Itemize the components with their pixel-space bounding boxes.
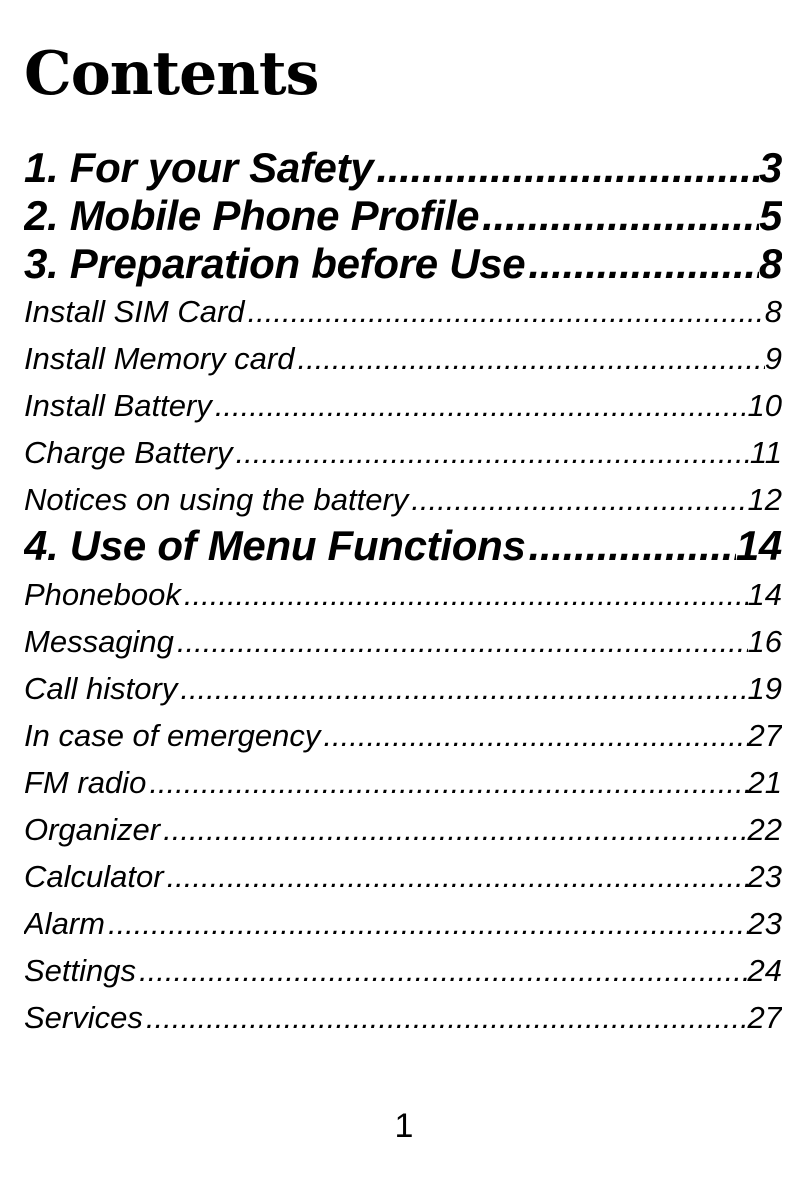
- toc-entry-call-history[interactable]: [24, 667, 782, 711]
- toc-entry-fm-radio[interactable]: [24, 761, 782, 805]
- dot-leader: [526, 522, 736, 570]
- dot-leader: [181, 573, 748, 617]
- toc-entry-charge-battery[interactable]: [24, 431, 782, 475]
- dot-leader: [245, 290, 765, 334]
- toc-entry-label: Alarm: [24, 906, 105, 941]
- page-title: Contents: [24, 39, 319, 109]
- toc-entry-page: 22: [747, 812, 782, 847]
- dot-leader: [143, 996, 748, 1040]
- toc-entry-install-memory-card[interactable]: [24, 337, 782, 381]
- page-number: 1: [394, 1107, 414, 1145]
- toc-entry-label: 3. Preparation before Use: [24, 240, 526, 287]
- dot-leader: [105, 902, 748, 946]
- toc-entry-page: 27: [747, 718, 782, 753]
- toc-entry-messaging[interactable]: [24, 620, 782, 664]
- toc-entry-for-your-safety[interactable]: [24, 144, 782, 192]
- dot-leader: [320, 714, 747, 758]
- toc-entry-label: Settings: [24, 953, 137, 988]
- toc-entry-page: 9: [764, 341, 782, 376]
- toc-entry-install-battery[interactable]: [24, 384, 782, 428]
- toc-entry-notices-on-battery[interactable]: [24, 478, 782, 522]
- dot-leader: [294, 337, 764, 381]
- dot-leader: [373, 144, 759, 192]
- toc-entry-page: 19: [747, 671, 782, 706]
- dot-leader: [233, 431, 750, 475]
- toc-entry-label: Notices on using the battery: [24, 482, 409, 517]
- toc-entry-label: Organizer: [24, 812, 161, 847]
- toc-entry-page: 10: [747, 388, 782, 423]
- toc-entry-in-case-of-emergency[interactable]: [24, 714, 782, 758]
- toc-entry-page: 27: [747, 1000, 782, 1035]
- toc-entry-page: 23: [747, 859, 782, 894]
- toc-entry-page: 23: [747, 906, 782, 941]
- toc-entry-page: 14: [747, 577, 782, 612]
- toc-entry-label: FM radio: [24, 765, 147, 800]
- toc-entry-label: 1. For your Safety: [24, 144, 374, 191]
- toc-entry-label: Call history: [24, 671, 178, 706]
- toc-entry-label: Services: [24, 1000, 143, 1035]
- toc-entry-page: 8: [764, 294, 782, 329]
- dot-leader: [408, 478, 747, 522]
- toc-entry-phonebook[interactable]: [24, 573, 782, 617]
- toc-entry-label: Install Memory card: [24, 341, 295, 376]
- toc-entry-settings[interactable]: [24, 949, 782, 993]
- toc-entry-label: 2. Mobile Phone Profile: [24, 192, 480, 239]
- dot-leader: [177, 667, 747, 711]
- toc-entry-label: Phonebook: [24, 577, 181, 612]
- toc-entry-label: In case of emergency: [24, 718, 321, 753]
- dot-leader: [525, 240, 759, 288]
- toc-entry-calculator[interactable]: [24, 855, 782, 899]
- toc-entry-services[interactable]: [24, 996, 782, 1040]
- document-page: [24, 0, 782, 1192]
- toc-entry-page: 12: [747, 482, 782, 517]
- toc-entry-page: 5: [758, 192, 782, 239]
- toc-entry-page: 11: [749, 435, 782, 470]
- dot-leader: [136, 949, 748, 993]
- dot-leader: [479, 192, 759, 240]
- dot-leader: [212, 384, 748, 428]
- toc-entry-label: Calculator: [24, 859, 164, 894]
- toc-entry-label: Messaging: [24, 624, 174, 659]
- toc-entry-page: 21: [747, 765, 782, 800]
- toc-entry-page: 24: [747, 953, 782, 988]
- toc-entry-label: Charge Battery: [24, 435, 233, 470]
- dot-leader: [164, 855, 748, 899]
- toc-entry-label: Install Battery: [24, 388, 212, 423]
- toc-entry-install-sim-card[interactable]: [24, 290, 782, 334]
- toc-entry-organizer[interactable]: [24, 808, 782, 852]
- toc-entry-page: 8: [758, 240, 782, 287]
- toc-entry-preparation-before-use[interactable]: [24, 240, 782, 288]
- toc-entry-mobile-phone-profile[interactable]: [24, 192, 782, 240]
- dot-leader: [174, 620, 748, 664]
- dot-leader: [160, 808, 747, 852]
- toc-entry-label: 4. Use of Menu Functions: [24, 522, 526, 569]
- toc-entry-page: 16: [747, 624, 782, 659]
- toc-entry-label: Install SIM Card: [24, 294, 245, 329]
- toc-entry-page: 14: [735, 522, 782, 569]
- dot-leader: [146, 761, 747, 805]
- toc-entry-page: 3: [758, 144, 782, 191]
- toc-entry-alarm[interactable]: [24, 902, 782, 946]
- toc-entry-use-of-menu-functions[interactable]: [24, 522, 782, 570]
